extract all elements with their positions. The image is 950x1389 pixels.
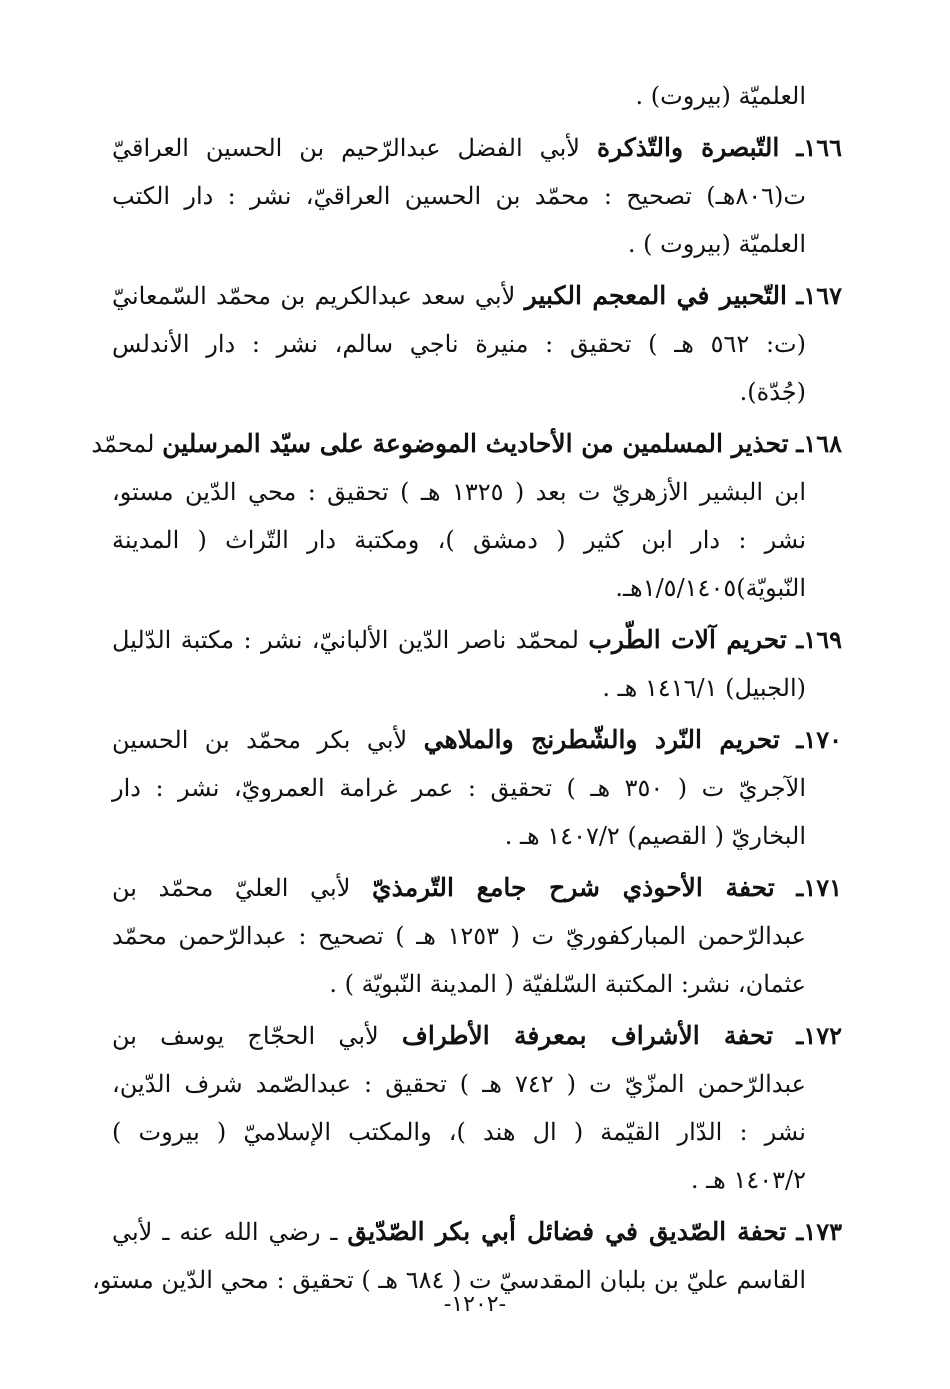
entry-line: ١٤٠٣/٢ هـ . — [690, 1166, 806, 1194]
entry-line: الآجريّ ت ( ٣٥٠ هـ ) تحقيق : عمر غرامة العمرويّ، نشر : دار — [112, 774, 807, 802]
entry-line: (ت: ٥٦٢ هـ ) تحقيق : منيرة ناجي سالم، نشر : دار الأندلس — [112, 330, 806, 358]
entry-line: نشر : الدّار القيّمة ( ال هند )، والمكتب الإسلاميّ ( بيروت ) — [112, 1118, 806, 1146]
page-number: -١٢٠٢- — [443, 1292, 507, 1317]
entry-line: النّبويّة)١/٥/١٤٠٥هـ. — [615, 574, 806, 602]
bibliography-entry — [91, 420, 842, 612]
entry-author: لأبي بكر محمّد بن الحسين — [112, 726, 408, 754]
entry-line: عثمان، نشر: المكتبة السّلفيّة ( المدينة النّبويّة ) . — [329, 970, 806, 998]
entry-number: ١٦٨ـ — [796, 429, 842, 458]
entry-number: ١٧١ـ — [796, 873, 842, 902]
entry-author: لأبي الحجّاج يوسف بن — [112, 1022, 379, 1050]
bibliography-entry — [112, 616, 842, 712]
entry-number: ١٧٠ـ — [796, 725, 842, 754]
entry-line: نشر : دار ابن كثير ( دمشق )، ومكتبة دار التّراث ( المدينة — [112, 526, 806, 554]
entry-first-line — [112, 1012, 842, 1060]
entry-author: لمحمّد — [91, 430, 155, 458]
bibliography-entry — [112, 1012, 842, 1204]
entry-first-line — [112, 124, 842, 172]
entry-line: ت(٨٠٦هـ) تصحيح : محمّد بن الحسين العراقيّ، نشر : دار الكتب — [112, 182, 806, 210]
entry-number: ١٦٧ـ — [796, 281, 842, 310]
entry-title: تحفة الأشراف بمعرفة الأطراف — [401, 1021, 774, 1050]
entry-line: البخاريّ ( القصيم) ١٤٠٧/٢ هـ . — [504, 822, 806, 850]
bibliography-entry — [112, 272, 842, 416]
bibliography-page — [91, 72, 842, 1304]
entry-title: تحريم آلات الطّرب — [588, 625, 787, 654]
entry-number: ١٦٦ـ — [796, 133, 842, 162]
entry-line: عبدالرّحمن المباركفوريّ ت ( ١٢٥٣ هـ ) تصحيح : عبدالرّحمن محمّد — [112, 922, 806, 950]
entry-title: تحذير المسلمين من الأحاديث الموضوعة على سيّد المرسلين — [162, 429, 789, 458]
entry-number: ١٦٩ـ — [796, 625, 842, 654]
entry-number: ١٧٢ـ — [796, 1021, 842, 1050]
entry-line: (جُدّة). — [739, 378, 806, 406]
entry-first-line — [112, 616, 842, 664]
entry-first-line — [91, 420, 842, 468]
entry-line: العلميّة (بيروت ) . — [627, 230, 806, 258]
entry-author: ـ رضي الله عنه ـ لأبي — [112, 1218, 338, 1246]
entry-title: تحفة الأحوذي شرح جامع التّرمذيّ — [372, 873, 775, 902]
entry-title: تحريم النّرد والشّطرنج والملاهي — [423, 725, 780, 754]
entry-first-line — [112, 1208, 842, 1256]
bibliography-entry — [112, 124, 842, 268]
intro-line: العلميّة (بيروت) . — [635, 82, 806, 110]
entry-first-line — [112, 716, 842, 764]
entry-title: تحفة الصّديق في فضائل أبي بكر الصّدّيق — [347, 1217, 787, 1246]
entry-author: لأبي سعد عبدالكريم بن محمّد السّمعانيّ — [112, 282, 516, 310]
entry-line: القاسم عليّ بن بلبان المقدسيّ ت ( ٦٨٤ هـ ) تحقيق : محي الدّين مستو، — [92, 1266, 806, 1294]
entry-author: لأبي العليّ محمّد بن — [112, 874, 351, 902]
entry-author: لمحمّد ناصر الدّين الألبانيّ، نشر : مكتبة الدّليل — [112, 626, 579, 654]
bibliography-entry — [112, 864, 842, 1008]
entry-title: التّحبير في المعجم الكبير — [524, 281, 787, 310]
entry-number: ١٧٣ـ — [796, 1217, 842, 1246]
entry-line: ابن البشير الأزهريّ ت بعد ( ١٣٢٥ هـ ) تحقيق : محي الدّين مستو، — [112, 478, 807, 506]
entry-author: لأبي الفضل عبدالرّحيم بن الحسين العراقيّ — [112, 134, 580, 162]
bibliography-entry — [112, 716, 842, 860]
entry-line: (الجبيل) ١٤١٦/١ هـ . — [602, 674, 806, 702]
entry-line: عبدالرّحمن المزّيّ ت ( ٧٤٢ هـ ) تحقيق : عبدالصّمد شرف الدّين، — [112, 1070, 807, 1098]
entry-title: التّبصرة والتّذكرة — [596, 133, 780, 162]
entry-first-line — [112, 864, 842, 912]
entry-first-line — [112, 272, 842, 320]
